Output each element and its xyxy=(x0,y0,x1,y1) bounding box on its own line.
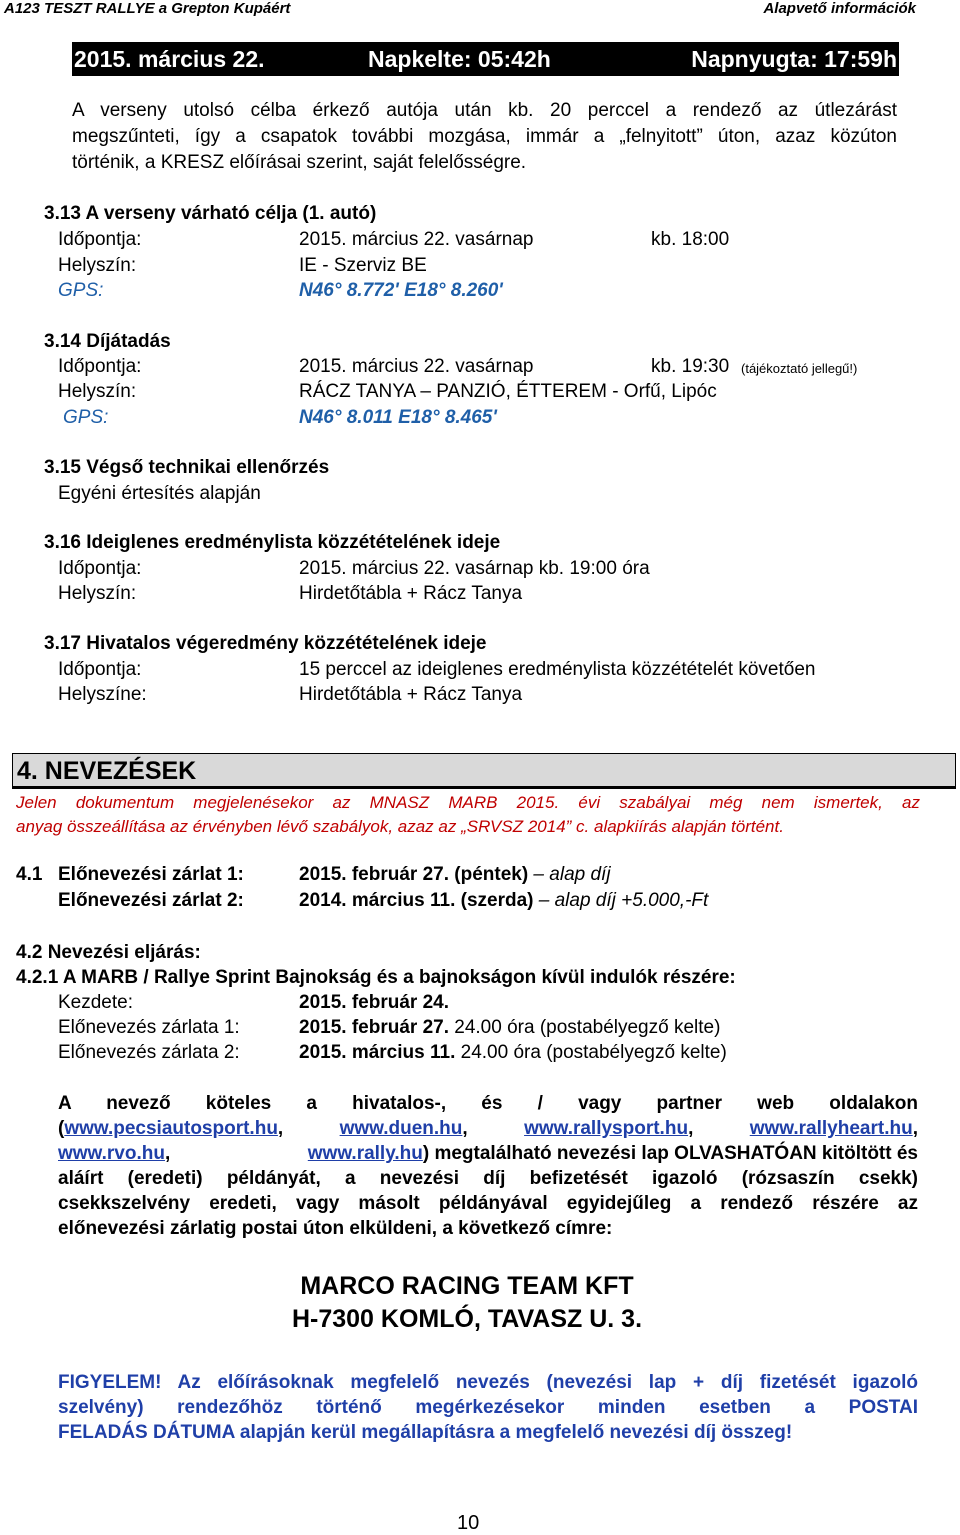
paren-open: ( xyxy=(58,1118,65,1139)
separator: , xyxy=(277,1118,284,1139)
time-label: Időpontja: xyxy=(58,558,142,579)
para-links-group xyxy=(524,1118,693,1140)
intro-line: A verseny utolsó célba érkező autója után kb. 20 perccel a rendező az útlezárást xyxy=(72,100,897,121)
time-value: 2015. március 22. vasárnap kb. 19:00 óra xyxy=(299,558,650,579)
warning-line: szelvény) rendezőhöz történő megérkezésekor minden esetben a POSTAI xyxy=(58,1397,918,1418)
link-rally[interactable]: www.rally.hu xyxy=(307,1143,423,1164)
section-4-2-1-title: 4.2.1 A MARB / Rallye Sprint Bajnokság és a bajnokságon kívül indulók részére: xyxy=(16,967,736,988)
time-value: 15 perccel az ideiglenes eredménylista közzétételét követően xyxy=(299,659,816,680)
section-3-17-title: 3.17 Hivatalos végeredmény közzétételének ideje xyxy=(44,633,487,654)
section-3-13-title: 3.13 A verseny várható célja (1. autó) xyxy=(44,203,377,224)
close-1-value xyxy=(299,1017,720,1039)
warning-line: FELADÁS DÁTUMA alapján kerül megállapításra a megfelelő nevezési díj összeg! xyxy=(58,1422,793,1443)
header-title: A123 TESZT RALLYE a Grepton Kupáért xyxy=(4,0,291,17)
time-label: Időpontja: xyxy=(58,659,142,680)
section-4-1-num: 4.1 xyxy=(16,864,43,885)
section-3-16-title: 3.16 Ideiglenes eredménylista közzétételének ideje xyxy=(44,532,501,553)
section-4-2-title: 4.2 Nevezési eljárás: xyxy=(16,942,201,963)
link-pecsiautosport[interactable]: www.pecsiautosport.hu xyxy=(64,1118,278,1139)
separator: , xyxy=(688,1118,694,1139)
gps-label: GPS: xyxy=(63,407,109,428)
close-1-label: Előnevezés zárlata 1: xyxy=(58,1017,240,1038)
banner-date: 2015. március 22. xyxy=(74,46,265,72)
para-line: aláírt (eredeti) példányát, a nevezési díj befizetését igazoló (rózsaszín csekk) xyxy=(58,1168,918,1189)
time-note: (tájékoztató jellegű!) xyxy=(741,361,858,376)
prereg-1-value xyxy=(299,864,611,886)
time-label: Időpontja: xyxy=(58,229,142,250)
prereg-1-fee: – alap díj xyxy=(528,864,611,885)
close-2-value xyxy=(299,1042,727,1064)
place-label: Helyszín: xyxy=(58,255,137,276)
time-value: 2015. március 22. vasárnap xyxy=(299,229,534,250)
para-line: előnevezési zárlatig postai úton elküldeni, a következő címre: xyxy=(58,1218,613,1239)
section-3-14-title: 3.14 Díjátadás xyxy=(44,331,171,352)
gps-value: N46° 8.011 E18° 8.465' xyxy=(299,407,497,428)
close-1-time: 24.00 óra (postabélyegző kelte) xyxy=(448,1017,721,1038)
place-label: Helyszín: xyxy=(58,381,137,402)
section-4-title: 4. NEVEZÉSEK xyxy=(17,757,197,785)
address-line-1: MARCO RACING TEAM KFT xyxy=(300,1272,634,1300)
para-links-group xyxy=(58,1118,283,1140)
intro-line: történik, a KRESZ előírásai szerint, saját felelősségre. xyxy=(72,152,527,173)
banner-sunrise: Napkelte: 05:42h xyxy=(368,46,551,72)
header-section: Alapvető információk xyxy=(763,0,916,17)
prereg-1-label: Előnevezési zárlat 1: xyxy=(58,864,244,885)
para-links-group xyxy=(58,1143,170,1165)
prereg-2-value xyxy=(299,890,708,912)
close-2-label: Előnevezés zárlata 2: xyxy=(58,1042,240,1063)
gps-value: N46° 8.772' E18° 8.260' xyxy=(299,280,503,301)
time-label: Időpontja: xyxy=(58,356,142,377)
prereg-2-label: Előnevezési zárlat 2: xyxy=(58,890,244,911)
banner-sunset: Napnyugta: 17:59h xyxy=(691,46,897,72)
start-value: 2015. február 24. xyxy=(299,992,449,1013)
para-rest: ) megtalálható nevezési lap OLVASHATÓAN kitöltött és xyxy=(422,1143,918,1164)
link-rallyheart[interactable]: www.rallyheart.hu xyxy=(749,1118,913,1139)
notice-line: anyag összeállítása az érvényben lévő szabályok, azaz az „SRVSZ 2014” c. alapkiírás alapján történt. xyxy=(16,817,784,836)
para-links-group xyxy=(750,1118,918,1140)
link-duen[interactable]: www.duen.hu xyxy=(339,1118,463,1139)
time-extra: kb. 19:30 xyxy=(651,356,730,377)
start-label: Kezdete: xyxy=(58,992,133,1013)
page-number: 10 xyxy=(457,1512,480,1534)
close-2-time: 24.00 óra (postabélyegző kelte) xyxy=(455,1042,727,1063)
warning-line: FIGYELEM! Az előírásoknak megfelelő nevezés (nevezési lap + díj fizetését igazoló xyxy=(58,1372,918,1393)
place-value: Hirdetőtábla + Rácz Tanya xyxy=(299,684,523,705)
section-3-15-title: 3.15 Végső technikai ellenőrzés xyxy=(44,457,330,478)
section-4-header-box xyxy=(12,753,956,789)
para-line: csekkszelvény eredeti, vagy másolt példányával egyidejűleg a rendező részére az xyxy=(58,1193,918,1214)
place-label: Helyszín: xyxy=(58,583,137,604)
link-rvo[interactable]: www.rvo.hu xyxy=(58,1143,165,1164)
section-3-15-text: Egyéni értesítés alapján xyxy=(58,483,261,504)
time-extra: kb. 18:00 xyxy=(651,229,730,250)
place-value: IE - Szerviz BE xyxy=(299,255,427,276)
close-2-date: 2015. március 11. xyxy=(299,1042,456,1063)
prereg-2-fee: – alap díj +5.000,-Ft xyxy=(533,890,709,911)
prereg-1-date: 2015. február 27. (péntek) xyxy=(299,864,529,885)
separator: , xyxy=(912,1118,918,1139)
prereg-2-date: 2014. március 11. (szerda) xyxy=(299,890,534,911)
para-line xyxy=(58,1143,918,1165)
date-banner xyxy=(72,42,899,76)
gps-label: GPS: xyxy=(58,280,104,301)
link-rallysport[interactable]: www.rallysport.hu xyxy=(524,1118,689,1139)
para-links-line xyxy=(58,1118,918,1140)
separator: , xyxy=(164,1143,171,1164)
close-1-date: 2015. február 27. xyxy=(299,1017,449,1038)
place-value: Hirdetőtábla + Rácz Tanya xyxy=(299,583,523,604)
place-label: Helyszíne: xyxy=(58,684,147,705)
para-links-group xyxy=(308,1143,918,1165)
time-value: 2015. március 22. vasárnap xyxy=(299,356,534,377)
para-links-group xyxy=(340,1118,468,1140)
para-line: A nevező köteles a hivatalos-, és / vagy partner web oldalakon xyxy=(58,1093,918,1114)
intro-line: megszűnteti, így a csapatok további mozgása, immár a „felnyitott” úton, azaz közúton xyxy=(72,126,897,147)
place-value: RÁCZ TANYA – PANZIÓ, ÉTTEREM - Orfű, Lipóc xyxy=(299,381,717,402)
address-line-2: H-7300 KOMLÓ, TAVASZ U. 3. xyxy=(291,1305,643,1333)
separator: , xyxy=(462,1118,468,1139)
notice-line: Jelen dokumentum megjelenésekor az MNASZ MARB 2015. évi szabályai még nem ismertek, az xyxy=(16,793,920,812)
